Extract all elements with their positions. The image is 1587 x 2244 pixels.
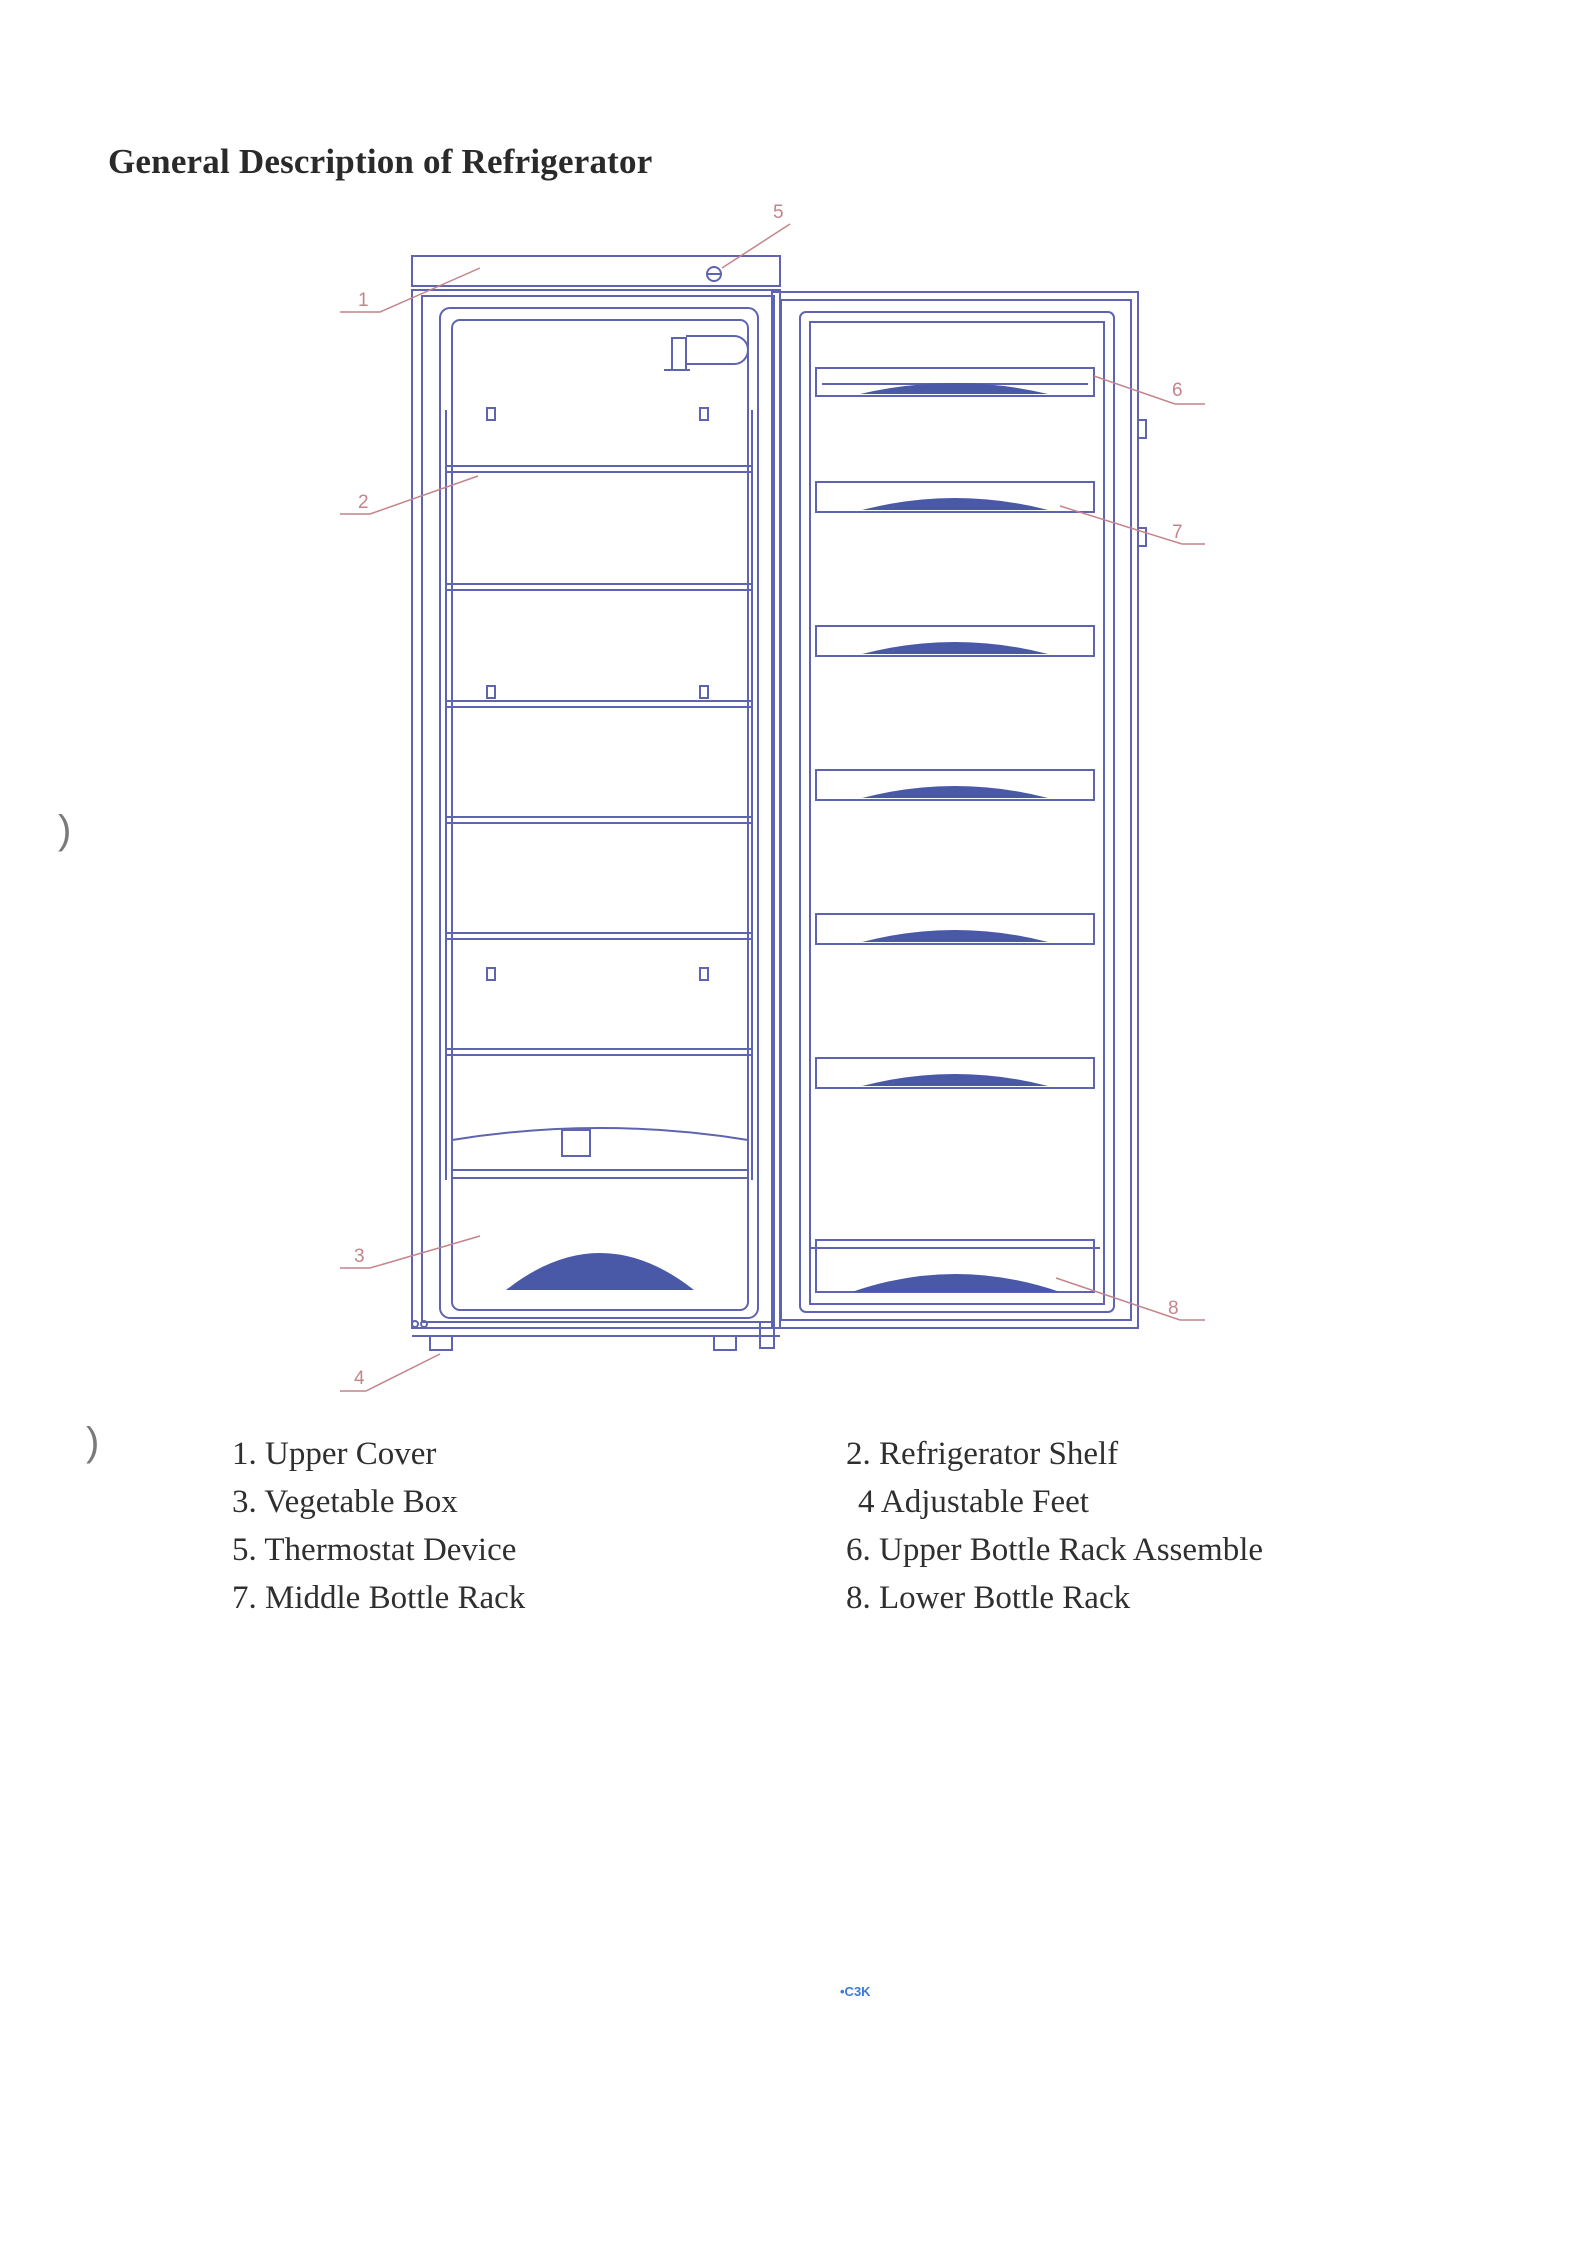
legend-item-vegetable-box: 3. Vegetable Box [232, 1484, 458, 1520]
shelf-rails [446, 410, 752, 1180]
page-title: General Description of Refrigerator [108, 142, 653, 181]
legend-item-middle-bottle-rack: 7. Middle Bottle Rack [232, 1580, 526, 1616]
legend-item-lower-bottle-rack: 8. Lower Bottle Rack [846, 1580, 1131, 1616]
footer-mark: •C3K [840, 1984, 871, 1999]
door-panel [760, 292, 1146, 1348]
callout-7: 7 [1172, 522, 1183, 543]
binder-hole-mark: ) [58, 808, 72, 852]
shelf-clips [487, 408, 708, 980]
cabinet-shelves [446, 466, 752, 1055]
binder-hole-mark: ) [86, 1420, 100, 1464]
crisper-crescent [506, 1253, 694, 1290]
callout-2: 2 [358, 492, 369, 513]
callout-4: 4 [354, 1368, 365, 1389]
legend-item-adjustable-feet: 4 Adjustable Feet [858, 1484, 1089, 1520]
legend-item-upper-cover: 1. Upper Cover [232, 1436, 437, 1472]
cabinet-body [412, 256, 780, 1350]
legend-item-upper-bottle-rack: 6. Upper Bottle Rack Assemble [846, 1532, 1264, 1568]
callout-5: 5 [773, 202, 784, 223]
legend-item-refrigerator-shelf: 2. Refrigerator Shelf [846, 1436, 1119, 1472]
callout-8: 8 [1168, 1298, 1179, 1319]
callout-6: 6 [1172, 380, 1183, 401]
callout-3: 3 [354, 1246, 365, 1267]
legend-item-thermostat-device: 5. Thermostat Device [232, 1532, 517, 1568]
callout-1: 1 [358, 290, 369, 311]
